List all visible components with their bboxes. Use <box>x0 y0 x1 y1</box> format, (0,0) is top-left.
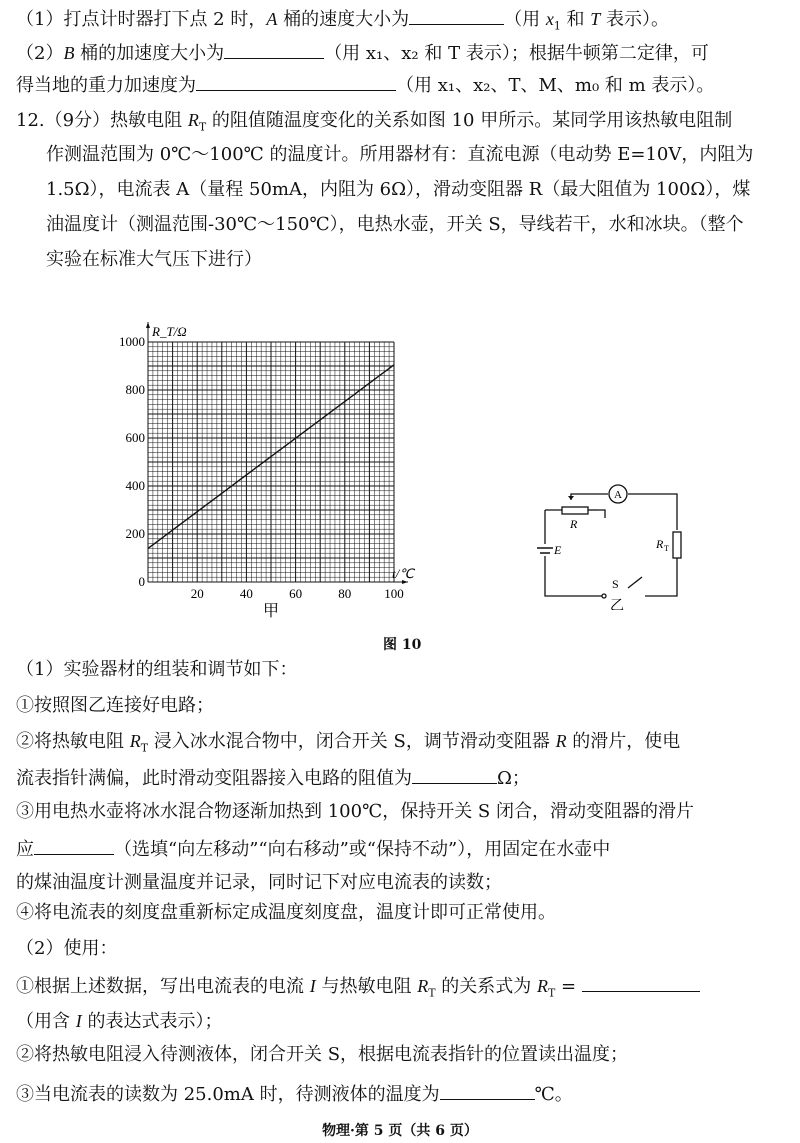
text: R <box>555 731 567 751</box>
text: ②将热敏电阻浸入待测液体，闭合开关 S，根据电流表指针的位置读出温度； <box>16 1044 629 1065</box>
x-tick-label: 40 <box>239 586 253 601</box>
text: 实验在标准大气压下进行） <box>46 249 262 270</box>
text: 油温度计（测温范围-30℃～150℃），电热水壶，开关 S，导线若干，水和冰块。（整个 <box>46 214 744 235</box>
y-axis-arrow <box>146 322 150 328</box>
text: 与热敏电阻 <box>315 976 418 997</box>
circuit-caption: 乙 <box>610 598 624 610</box>
text: 的阻值随温度变化的关系如图 10 甲所示。某同学用该热敏电阻制 <box>206 110 733 131</box>
rheostat-label: R <box>570 517 578 531</box>
answer-blank[interactable] <box>440 1081 535 1100</box>
text: 1 <box>553 19 561 33</box>
text: ①根据上述数据，写出电流表的电流 <box>16 976 310 997</box>
text: （用 x₁、x₂ 和 T 表示）；根据牛顿第二定律，可 <box>324 43 709 64</box>
use-step-3 <box>16 1081 573 1107</box>
text: （1）实验器材的组装和调节如下： <box>16 659 298 680</box>
text: （1）打点计时器打下点 2 时， <box>16 9 267 30</box>
thermistor-label-sub: T <box>664 544 669 553</box>
step-2-cont <box>16 765 530 791</box>
text: （选填“向左移动”“向右移动”或“保持不动”），用固定在水壶中 <box>114 839 611 860</box>
text: 和 <box>560 9 591 30</box>
text: 的煤油温度计测量温度并记录，同时记下对应电流表的读数； <box>16 872 502 893</box>
question-11-part2 <box>16 40 709 66</box>
x-tick-label: 60 <box>289 586 303 601</box>
text: （2）使用： <box>16 938 118 959</box>
text: 的表达式表示）； <box>81 1011 223 1032</box>
x-tick-label: 20 <box>190 586 204 601</box>
text: A <box>266 9 278 29</box>
x-axis-label: t/℃ <box>392 566 414 581</box>
text: 桶的速度大小为 <box>277 9 410 30</box>
battery-icon <box>537 548 553 553</box>
text: Ω； <box>497 768 530 789</box>
resistance-temperature-chart <box>110 318 420 628</box>
answer-blank[interactable] <box>412 765 497 784</box>
rheostat <box>562 507 588 514</box>
y-tick-label: 400 <box>125 478 145 493</box>
switch-icon <box>602 594 606 598</box>
x-tick-label: 100 <box>384 586 404 601</box>
thermistor <box>673 532 681 558</box>
text: ②将热敏电阻 <box>16 731 130 752</box>
y-axis-label: R_T/Ω <box>152 324 187 339</box>
text: R <box>187 110 199 130</box>
y-tick-label: 800 <box>125 382 145 397</box>
text: ℃。 <box>534 1084 573 1105</box>
step-3-cont <box>16 836 610 862</box>
text: 表示）。 <box>600 9 670 30</box>
text: 浸入冰水混合物中，闭合开关 S，调节滑动变阻器 <box>148 731 556 752</box>
text: ③当电流表的读数为 25.0mA 时，待测液体的温度为 <box>16 1084 440 1105</box>
text: （用含 <box>16 1011 76 1032</box>
text: T <box>428 986 436 1000</box>
ammeter-label: A <box>614 489 622 501</box>
use-step-1-cont <box>16 1009 222 1034</box>
chart-title: 甲 <box>262 601 280 620</box>
text: T <box>198 120 207 134</box>
text: R <box>417 976 429 996</box>
answer-blank[interactable] <box>196 72 396 91</box>
text: 1.5Ω），电流表 A（量程 50mA，内阻为 6Ω），滑动变阻器 R（最大阻值为 100Ω），煤 <box>46 179 751 200</box>
page-footer: 物理·第 5 页（共 6 页） <box>322 1123 478 1139</box>
text: T <box>140 741 149 755</box>
y-tick-label: 1000 <box>119 334 145 349</box>
text: ④将电流表的刻度盘重新标定成温度刻度盘，温度计即可正常使用。 <box>16 902 556 923</box>
x-tick-label: 80 <box>338 586 352 601</box>
text: 的关系式为 <box>435 976 537 997</box>
answer-blank[interactable] <box>409 6 504 25</box>
answer-blank[interactable] <box>582 973 700 992</box>
text: 流表指针满偏，此时滑动变阻器接入电路的阻值为 <box>16 768 412 789</box>
text: R <box>129 731 141 751</box>
text: 得当地的重力加速度为 <box>16 75 196 96</box>
thermistor-label: R <box>656 537 664 551</box>
text: 作测温范围为 0℃～100℃ 的温度计。所用器材有：直流电源（电动势 E=10V，内阻为 <box>46 144 754 165</box>
text: 的滑片，使电 <box>566 731 681 752</box>
answer-blank[interactable] <box>224 40 324 59</box>
text: ③用电热水壶将冰水混合物逐渐加热到 100℃，保持开关 S 闭合，滑动变阻器的滑片 <box>16 801 694 822</box>
text: T <box>590 9 601 29</box>
answer-blank[interactable] <box>34 836 114 855</box>
question-11-part1 <box>16 6 669 39</box>
use-step-1 <box>16 973 700 1006</box>
y-tick-label: 600 <box>125 430 145 445</box>
circuit-diagram <box>520 470 700 610</box>
text: ①按照图乙连接好电路； <box>16 695 214 716</box>
text: = <box>555 976 577 997</box>
text: I <box>75 1011 82 1031</box>
text: （用 <box>504 9 546 30</box>
text: T <box>547 986 556 1000</box>
switch-label: S <box>612 577 619 591</box>
question-11-part2-cont <box>16 72 714 98</box>
text: I <box>309 976 316 996</box>
text: x <box>545 9 554 29</box>
text: 12.（9分）热敏电阻 <box>16 110 188 131</box>
text: （2） <box>16 43 64 64</box>
y-tick-label: 0 <box>138 574 145 589</box>
question-12-intro <box>16 108 732 140</box>
text: B <box>63 43 75 63</box>
step-2 <box>16 729 680 761</box>
battery-label: E <box>554 543 562 557</box>
text: （用 x₁、x₂、T、M、m₀ 和 m 表示）。 <box>396 75 715 96</box>
text: 桶的加速度大小为 <box>74 43 225 64</box>
text: R <box>536 976 548 996</box>
figure-caption: 图 10 <box>383 637 422 653</box>
y-tick-label: 200 <box>125 526 145 541</box>
text: 应 <box>16 839 34 860</box>
